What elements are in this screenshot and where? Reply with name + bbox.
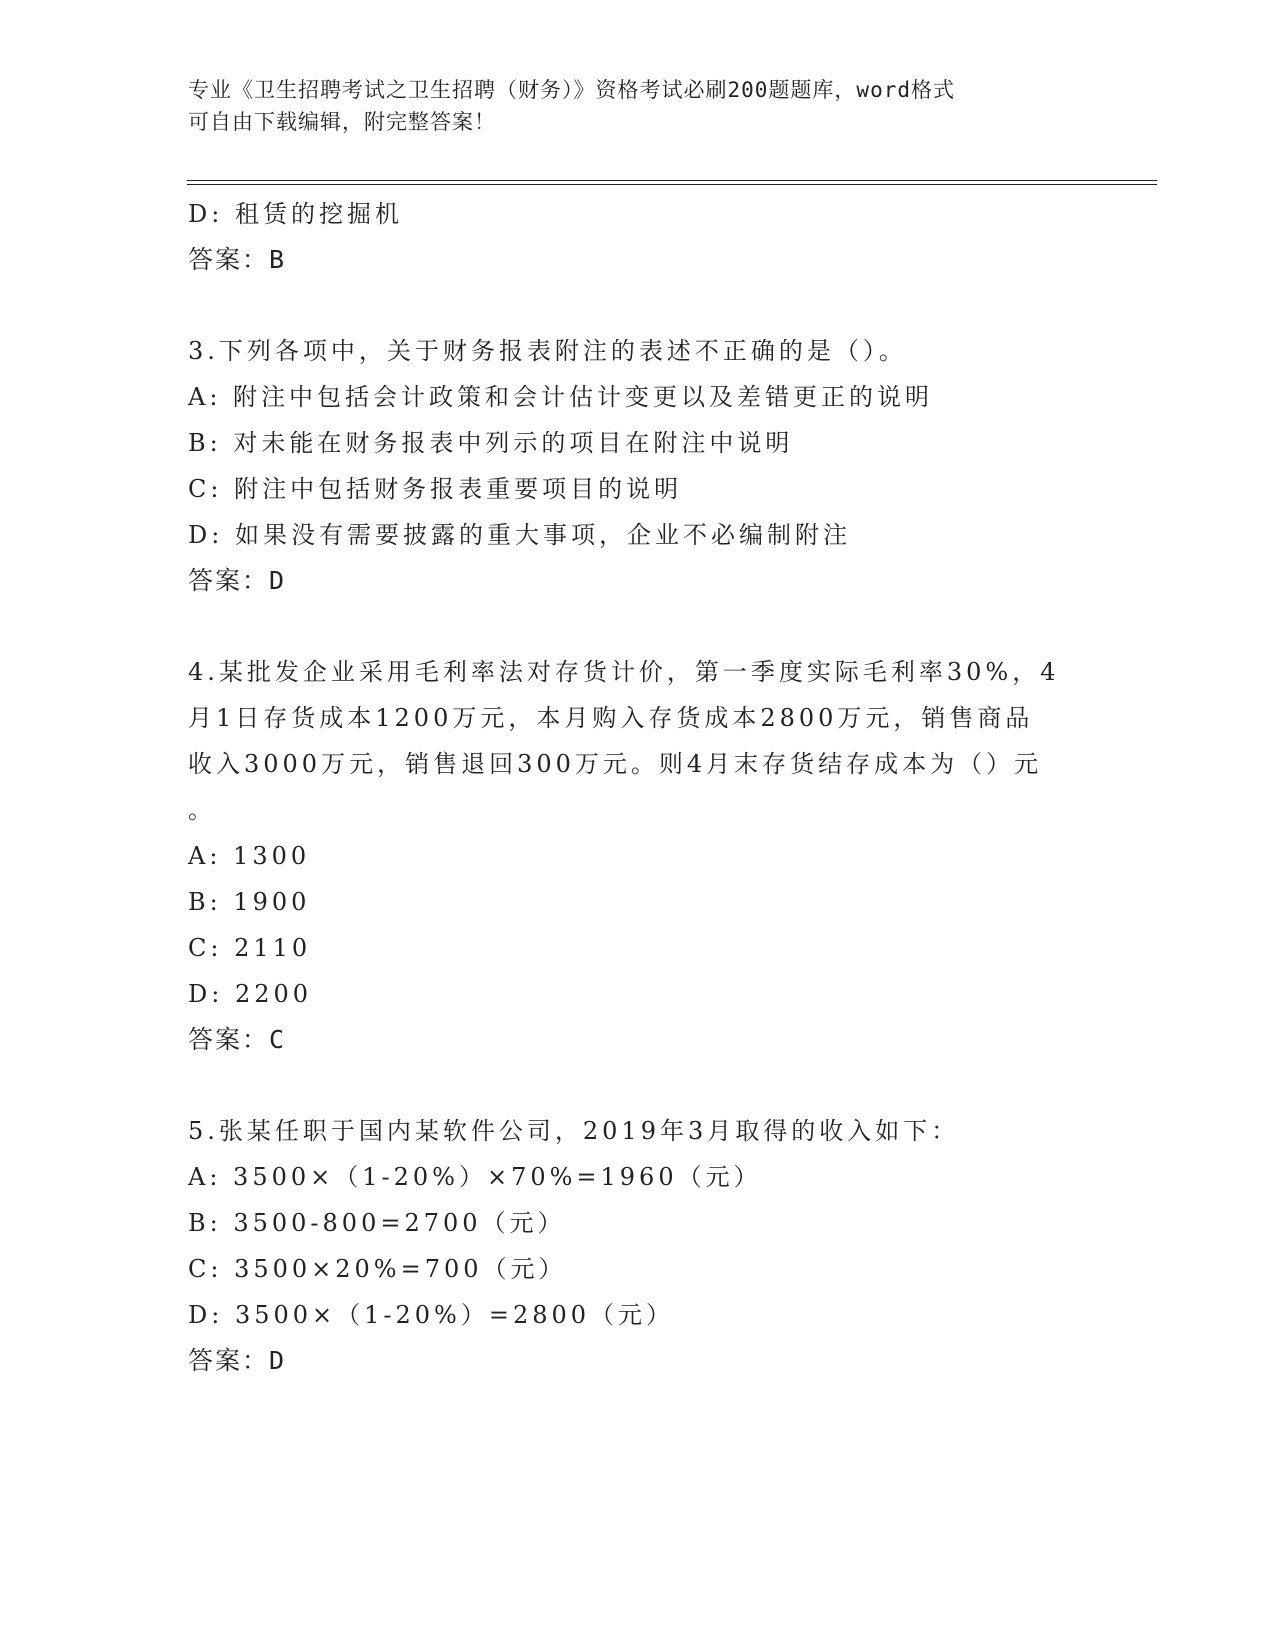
prev-answer: 答案：B (188, 245, 287, 274)
option-a: A: 附注中包括会计政策和会计估计变更以及差错更正的说明 (188, 383, 934, 411)
answer: 答案：C (188, 1025, 287, 1054)
document-header (188, 74, 1088, 138)
question-stem-line: 收入3000万元，销售退回300万元。则4月末存货结存成本为（）元 (188, 750, 1043, 778)
option-d: D: 3500×（1-20%）=2800（元） (188, 1301, 675, 1329)
prev-option-d: D: 租赁的挖掘机 (188, 200, 403, 228)
header-divider-top (187, 180, 1157, 181)
question-5 (188, 1108, 1138, 1384)
question-stem-line: 4.某批发企业采用毛利率法对存货计价，第一季度实际毛利率30%，4 (188, 658, 1060, 686)
header-divider-bottom (187, 184, 1157, 185)
question-4 (188, 649, 1138, 1063)
option-c: C: 2110 (188, 934, 312, 962)
header-title-line-1: 专业《卫生招聘考试之卫生招聘（财务）》资格考试必刷200题题库，word格式 (188, 78, 955, 102)
option-b: B: 对未能在财务报表中列示的项目在附注中说明 (188, 429, 794, 457)
header-title-line-2: 可自由下载编辑，附完整答案！ (188, 110, 496, 134)
option-b: B: 3500-800=2700（元） (188, 1209, 566, 1237)
question-stem: 3.下列各项中，关于财务报表附注的表述不正确的是（）。 (188, 337, 907, 365)
spacer (188, 283, 1138, 328)
option-c: C: 附注中包括财务报表重要项目的说明 (188, 475, 683, 503)
option-b: B: 1900 (188, 888, 311, 916)
question-stem: 5.张某任职于国内某软件公司，2019年3月取得的收入如下： (188, 1117, 960, 1145)
option-c: C: 3500×20%=700（元） (188, 1255, 567, 1283)
option-a: A: 3500×（1-20%）×70%=1960（元） (188, 1163, 762, 1191)
spacer (188, 604, 1138, 649)
answer: 答案：D (188, 1346, 287, 1375)
question-content (188, 191, 1138, 1384)
option-d: D: 2200 (188, 980, 313, 1008)
question-stem-line: 月1日存货成本1200万元，本月购入存货成本2800万元，销售商品 (188, 704, 1034, 732)
option-d: D: 如果没有需要披露的重大事项，企业不必编制附注 (188, 521, 851, 549)
question-stem-line: 。 (188, 796, 216, 824)
answer: 答案：D (188, 566, 287, 595)
option-a: A: 1300 (188, 842, 311, 870)
spacer (188, 1063, 1138, 1108)
question-3 (188, 328, 1138, 604)
